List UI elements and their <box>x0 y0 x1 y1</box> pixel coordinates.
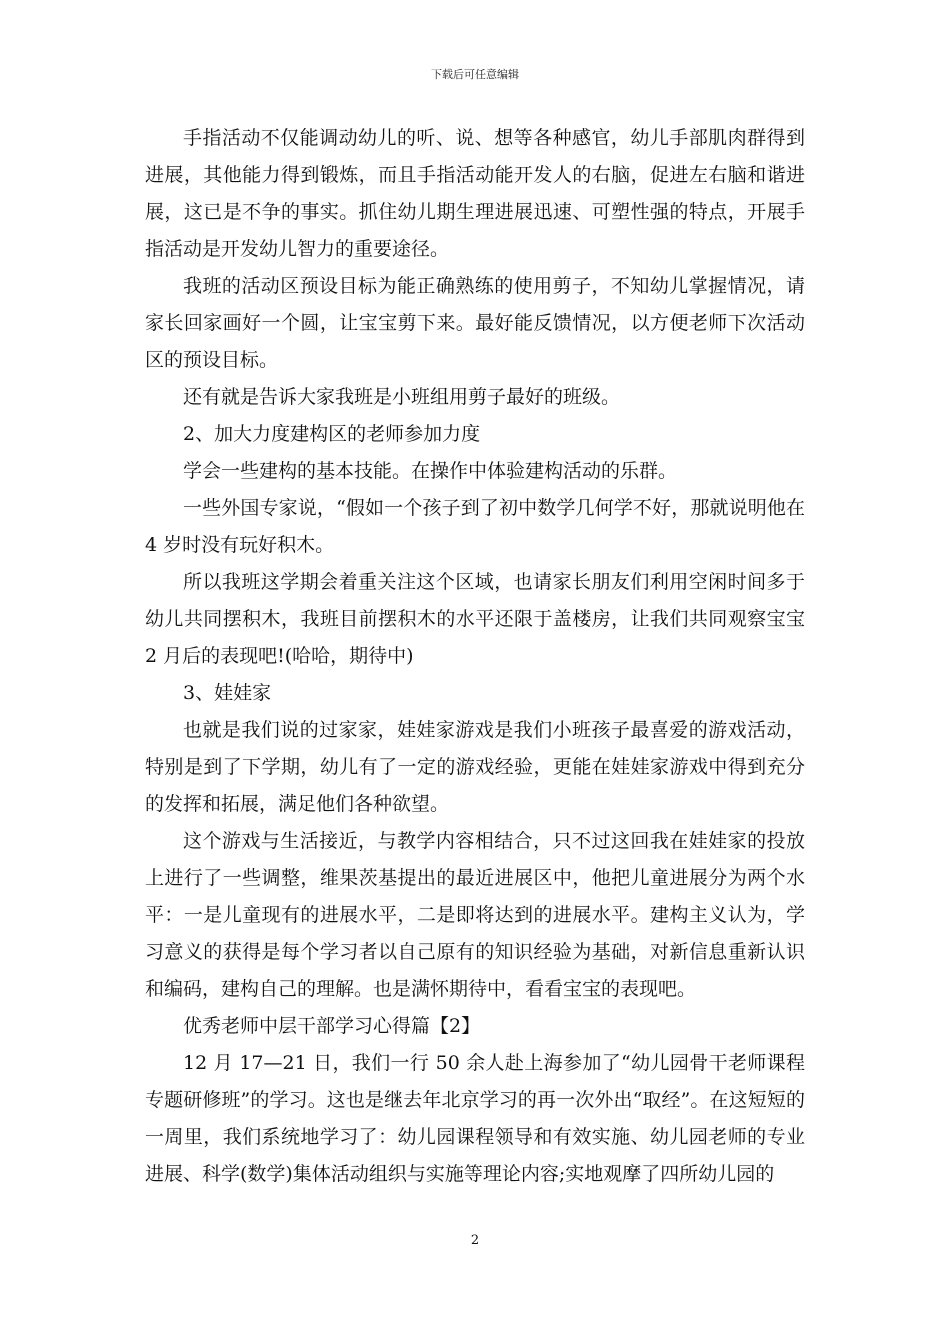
paragraph: 一些外国专家说，“假如一个孩子到了初中数学几何学不好，那就说明他在 4 岁时没有玩好积木。 <box>145 497 805 556</box>
paragraph: 这个游戏与生活接近，与教学内容相结合，只不过这回我在娃娃家的投放上进行了一些调整，维果茨基提出的最近进展区中，他把儿童进展分为两个水平：一是儿童现有的进展水平，二是即将达到的进展水平。建构主义认为，学习意义的获得是每个学习者以自己原有的知识经验为基础，对新信息重新认识和编码，建构自己的理解。也是满怀期待中，看看宝宝的表现吧。 <box>145 830 805 1000</box>
paragraph: 12 月 17—21 日，我们一行 50 余人赴上海参加了“幼儿园骨干老师课程专题研修班”的学习。这也是继去年北京学习的再一次外出“取经”。在这短短的一周里，我们系统地学习了：幼儿园课程领导和有效实施、幼儿园老师的专业进展、科学(数学)集体活动组织与实施等理论内容;实地观摩了四所幼儿园的 <box>145 1052 805 1185</box>
paragraph: 所以我班这学期会着重关注这个区域，也请家长朋友们利用空闲时间多于幼儿共同摆积木，我班目前摆积木的水平还限于盖楼房，让我们共同观察宝宝 2 月后的表现吧!(哈哈，期待中) <box>145 571 805 667</box>
section-heading: 2、加大力度建构区的老师参加力度 <box>183 423 481 445</box>
section-heading: 3、娃娃家 <box>183 682 272 704</box>
paragraph: 我班的活动区预设目标为能正确熟练的使用剪子，不知幼儿掌握情况，请家长回家画好一个圆，让宝宝剪下来。最好能反馈情况，以方便老师下次活动区的预设目标。 <box>145 275 805 371</box>
body-text <box>145 120 805 1193</box>
article-title: 优秀老师中层干部学习心得篇【2】 <box>183 1015 481 1037</box>
paragraph: 也就是我们说的过家家，娃娃家游戏是我们小班孩子最喜爱的游戏活动，特别是到了下学期，幼儿有了一定的游戏经验，更能在娃娃家游戏中得到充分的发挥和拓展，满足他们各种欲望。 <box>145 719 805 815</box>
page-number: 2 <box>470 1233 480 1248</box>
paragraph: 手指活动不仅能调动幼儿的听、说、想等各种感官，幼儿手部肌肉群得到进展，其他能力得到锻炼，而且手指活动能开发人的右脑，促进左右脑和谐进展，这已是不争的事实。抓住幼儿期生理进展迅速、可塑性强的特点，开展手指活动是开发幼儿智力的重要途径。 <box>145 127 805 260</box>
paragraph: 学会一些建构的基本技能。在操作中体验建构活动的乐群。 <box>183 460 678 482</box>
header-note: 下载后可任意编辑 <box>431 68 519 81</box>
paragraph: 还有就是告诉大家我班是小班组用剪子最好的班级。 <box>183 386 621 408</box>
